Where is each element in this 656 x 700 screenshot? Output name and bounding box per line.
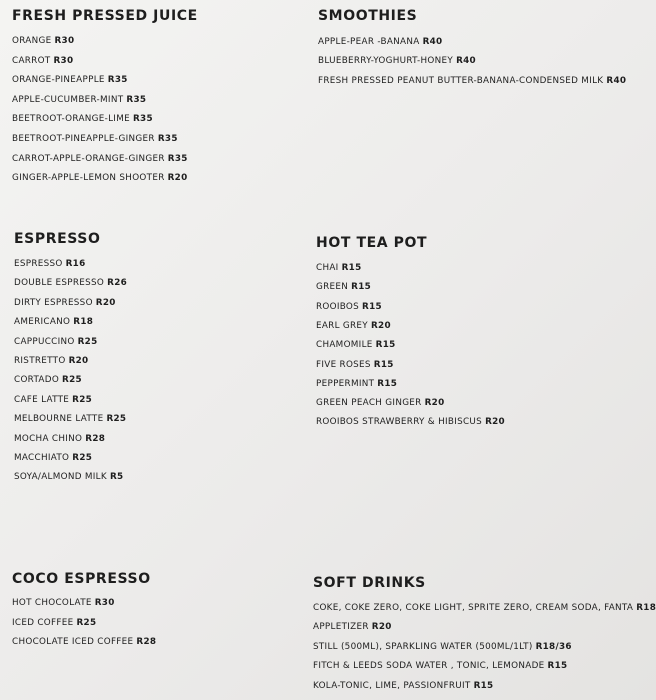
- menu-item-price: R20: [95, 297, 116, 308]
- menu-item-name: EARL GREY: [316, 320, 368, 331]
- menu-item: [313, 661, 567, 671]
- menu-item: [12, 56, 73, 66]
- section-title: FRESH PRESSED JUICE: [12, 8, 198, 24]
- menu-item-name: BEETROOT-PINEAPPLE-GINGER: [12, 134, 155, 144]
- menu-item-name: DIRTY ESPRESSO: [14, 297, 93, 308]
- menu-item-name: PEPPERMINT: [316, 378, 375, 389]
- menu-item-name: FRESH PRESSED PEANUT BUTTER-BANANA-CONDENSED MILK: [318, 75, 604, 86]
- menu-item-price: R20: [370, 320, 391, 331]
- menu-item-name: APPLE-CUCUMBER-MINT: [12, 94, 124, 105]
- menu-item: [316, 282, 371, 292]
- section-soft-drinks: [313, 575, 656, 691]
- menu-item: [12, 95, 146, 105]
- menu-item-price: R15: [341, 263, 362, 273]
- menu-item-name: COKE, COKE ZERO, COKE LIGHT, SPRITE ZERO, CREAM SODA, FANTA: [313, 603, 634, 613]
- menu-item-name: FIVE ROSES: [316, 359, 371, 370]
- menu-item-name: ESPRESSO: [14, 259, 63, 269]
- menu-item-price: R35: [132, 114, 153, 125]
- menu-item-price: R15: [547, 661, 568, 672]
- menu-item: [14, 395, 92, 405]
- menu-item-price: R30: [53, 55, 74, 66]
- menu-item: [12, 114, 153, 124]
- menu-item: [14, 434, 105, 444]
- menu-item: [318, 37, 442, 47]
- menu-item-name: GREEN: [316, 282, 349, 293]
- menu-item-price: R30: [94, 598, 115, 608]
- menu-item-name: ROOIBOS STRAWBERRY & HIBISCUS: [316, 417, 483, 428]
- menu-item: [12, 618, 96, 628]
- menu-item-price: R25: [72, 453, 93, 463]
- menu-item: [14, 298, 116, 308]
- menu-item-name: ICED COFFEE: [12, 617, 74, 628]
- menu-item-name: AMERICANO: [14, 317, 71, 328]
- menu-item: [316, 360, 394, 370]
- section-title: HOT TEA POT: [316, 235, 428, 251]
- menu-item-price: R25: [77, 336, 98, 347]
- menu-item-name: APPLE-PEAR -BANANA: [318, 37, 420, 47]
- menu-item: [316, 398, 445, 408]
- menu-item-price: R15: [375, 340, 396, 351]
- menu-item-price: R15: [362, 301, 382, 312]
- menu-item-price: R15: [377, 378, 398, 389]
- menu-item: [14, 278, 127, 288]
- menu-item-price: R18: [636, 603, 656, 613]
- menu-item-price: R40: [606, 75, 627, 86]
- menu-item: [313, 622, 392, 632]
- menu-item: [12, 134, 178, 144]
- menu-item-name: DOUBLE ESPRESSO: [14, 278, 105, 289]
- menu-item-name: MACCHIATO: [14, 453, 70, 463]
- menu-item-price: R30: [54, 36, 75, 46]
- menu-item: [14, 375, 82, 385]
- menu-item-price: R25: [106, 414, 127, 425]
- menu-item-name: CAPPUCCINO: [14, 336, 75, 347]
- section-espresso: [14, 231, 128, 483]
- menu-item: [12, 75, 128, 85]
- menu-item: [316, 379, 397, 389]
- menu-item-name: CHOCOLATE ICED COFFEE: [12, 637, 134, 647]
- menu-item-price: R35: [107, 75, 128, 86]
- menu-item-price: R35: [157, 134, 178, 144]
- menu-item-price: R26: [107, 278, 128, 289]
- menu-item-price: R15: [373, 359, 394, 370]
- menu-item-name: FITCH & LEEDS SODA WATER , TONIC, LEMONADE: [313, 661, 545, 672]
- section-title: SOFT DRINKS: [313, 575, 426, 591]
- menu-item-price: R28: [136, 637, 157, 647]
- menu-item-name: CARROT: [12, 55, 51, 66]
- section-coco-espresso: [12, 571, 157, 647]
- menu-item: [14, 356, 88, 366]
- menu-item: [12, 36, 74, 46]
- menu-item: [313, 642, 572, 652]
- menu-item: [318, 76, 626, 86]
- menu-item: [313, 603, 656, 613]
- menu-item: [316, 340, 396, 350]
- menu-item: [316, 417, 505, 427]
- menu-item: [14, 317, 93, 327]
- menu-item: [316, 263, 362, 273]
- menu-item-price: R35: [167, 153, 188, 164]
- menu-item-price: R40: [422, 37, 443, 47]
- menu-item-name: ORANGE-PINEAPPLE: [12, 75, 105, 86]
- menu-item-name: GREEN PEACH GINGER: [316, 398, 422, 409]
- section-hot-tea: [316, 235, 505, 428]
- menu-item: [14, 472, 123, 482]
- menu-item-name: CAFE LATTE: [14, 394, 70, 405]
- menu-item-name: MELBOURNE LATTE: [14, 414, 104, 425]
- menu-item-name: MOCHA CHINO: [14, 433, 83, 444]
- menu-item-name: ORANGE: [12, 36, 52, 46]
- menu-item-name: SOYA/ALMOND MILK: [14, 472, 107, 483]
- menu-item-name: KOLA-TONIC, LIME, PASSIONFRUIT: [313, 680, 471, 691]
- menu-item-price: R15: [351, 282, 372, 293]
- menu-item: [14, 414, 126, 424]
- menu-item: [14, 259, 86, 269]
- menu-item: [12, 173, 188, 183]
- menu-item-price: R5: [109, 472, 124, 483]
- menu-item: [14, 453, 92, 463]
- menu-item-name: CARROT-APPLE-ORANGE-GINGER: [12, 153, 165, 164]
- section-title: ESPRESSO: [14, 231, 101, 247]
- menu-item-name: ROOIBOS: [316, 301, 360, 312]
- section-title: COCO ESPRESSO: [12, 571, 151, 587]
- menu-item-price: R18/36: [535, 641, 572, 652]
- menu-item: [14, 337, 98, 347]
- menu-item-name: GINGER-APPLE-LEMON SHOOTER: [12, 173, 165, 184]
- menu-item-name: HOT CHOCOLATE: [12, 598, 92, 608]
- menu-item-price: R28: [85, 433, 106, 444]
- menu-item-price: R35: [126, 94, 147, 105]
- menu-item-name: CORTADO: [14, 375, 60, 386]
- menu-item-price: R20: [371, 622, 392, 633]
- menu-item-name: CHAI: [316, 263, 339, 273]
- section-smoothies: [318, 8, 627, 86]
- menu-item-price: R40: [456, 56, 476, 67]
- menu-item-price: R25: [62, 375, 82, 386]
- menu-item-price: R20: [68, 356, 89, 366]
- menu-item-name: CHAMOMILE: [316, 340, 373, 351]
- menu-item: [12, 598, 115, 608]
- menu-item: [316, 302, 382, 312]
- menu-item: [318, 56, 476, 66]
- menu-item-name: RISTRETTO: [14, 356, 66, 366]
- menu-item-price: R25: [76, 617, 97, 628]
- menu-item-name: BLUEBERRY-YOGHURT-HONEY: [318, 56, 454, 67]
- menu-item-price: R15: [473, 680, 494, 691]
- menu-item-price: R16: [65, 259, 86, 269]
- menu-item-price: R20: [485, 417, 505, 428]
- menu-item-price: R20: [167, 173, 188, 184]
- menu-item: [316, 321, 391, 331]
- menu-item-price: R25: [72, 394, 93, 405]
- menu-item-name: STILL (500ML), SPARKLING WATER (500ML/1LT): [313, 641, 533, 652]
- menu-item-name: APPLETIZER: [313, 622, 369, 633]
- menu-item: [12, 637, 156, 647]
- menu-item-price: R18: [73, 317, 94, 328]
- section-title: SMOOTHIES: [318, 8, 418, 24]
- menu-item-price: R20: [424, 398, 445, 409]
- menu-item: [12, 154, 188, 164]
- menu-item: [313, 681, 493, 691]
- section-fresh-juice: [12, 8, 198, 184]
- menu-item-name: BEETROOT-ORANGE-LIME: [12, 114, 130, 125]
